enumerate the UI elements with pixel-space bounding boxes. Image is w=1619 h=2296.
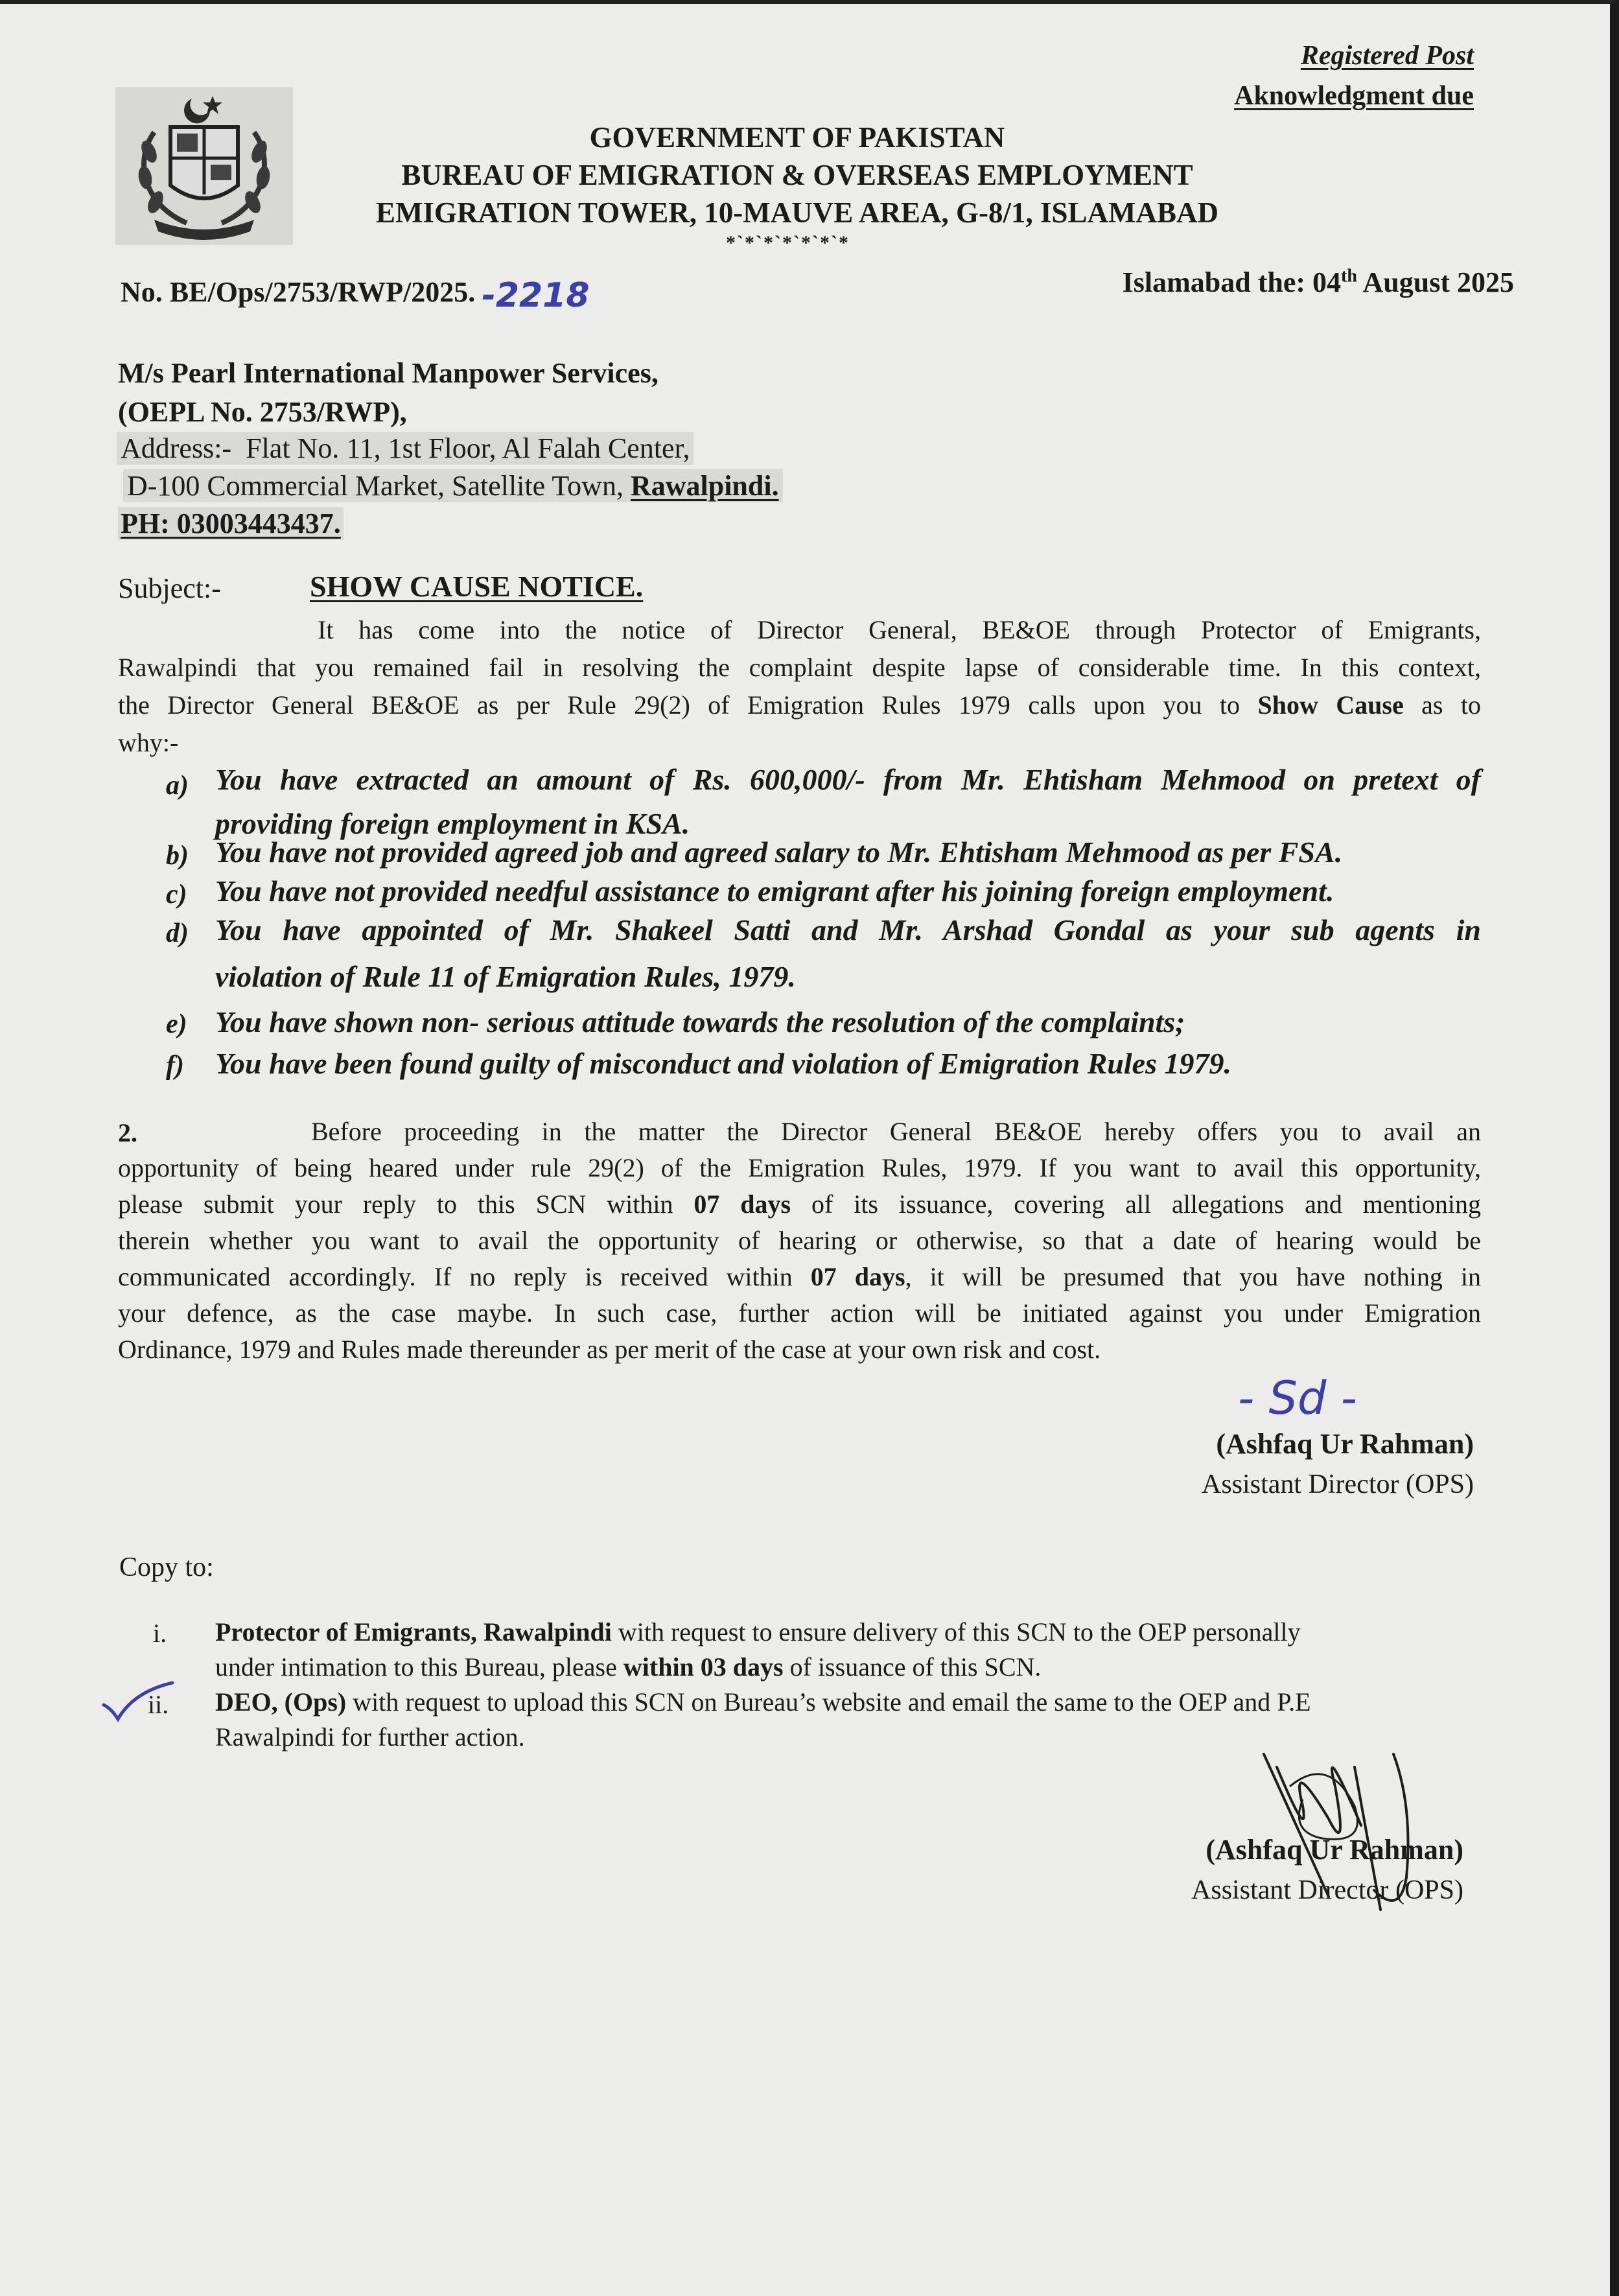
para2-line-5-end: , it will be presumed that you have nothing in [905, 1262, 1482, 1291]
address-line-2 [123, 469, 783, 502]
allegation-e-label: e) [166, 1009, 187, 1039]
allegation-c-label: c) [166, 880, 187, 909]
header-bureau: BUREAU OF EMIGRATION & OVERSEAS EMPLOYMENT [401, 159, 1193, 191]
copy-item-1-recipient: Protector of Emigrants, Rawalpindi [215, 1617, 612, 1646]
copy-item-1-text: with request to ensure delivery of this SCN to the OEP personally [611, 1617, 1301, 1646]
copy-item-2-text: with request to upload this SCN on Bureau’s website and email the same to the OEP and P.E [346, 1687, 1311, 1716]
signatory-designation-2: Assistant Director (OPS) [1191, 1875, 1463, 1905]
handwritten-dispatch-number: -2218 [482, 276, 590, 315]
date-superscript: th [1341, 266, 1357, 287]
para1-line-2: Rawalpindi that you remained fail in resolving the complaint despite lapse of considerable time. In this context, [118, 653, 1481, 682]
signatory-designation: Assistant Director (OPS) [1202, 1470, 1474, 1499]
reference-number-text: No. BE/Ops/2753/RWP/2025. [121, 276, 476, 308]
copy-item-2-recipient: DEO, (Ops) [215, 1687, 347, 1716]
para2-line-2: opportunity of being heared under rule 29(2) of the Emigration Rules, 1979. If you want to avail this opportunity, [118, 1153, 1481, 1182]
header-address: EMIGRATION TOWER, 10-MAUVE AREA, G-8/1, ISLAMABAD [375, 196, 1219, 229]
allegation-a-label: a) [166, 771, 189, 801]
registered-post-label: Registered Post [1300, 41, 1474, 71]
reply-days-text: 07 days [693, 1189, 791, 1219]
copy-item-1-line-1 [215, 1614, 1301, 1650]
copy-item-1-deadline: within 03 days [623, 1652, 784, 1681]
para1-line-1: It has come into the notice of Director General, BE&OE through Protector of Emigrants, [318, 615, 1481, 644]
address-label: Address:- [121, 432, 232, 464]
address-city: Rawalpindi. [630, 470, 779, 502]
show-cause-text: Show Cause [1257, 690, 1404, 720]
copy-item-2-line-1 [215, 1684, 1311, 1720]
address-line-1 [117, 432, 693, 465]
signature-scribble [1251, 1728, 1445, 1923]
copy-to-label: Copy to: [119, 1552, 214, 1582]
para2-line-3-end: of its issuance, covering all allegations and mentioning [791, 1189, 1481, 1219]
para2-line-3-text: please submit your reply to this SCN within [118, 1189, 694, 1219]
header-government: GOVERNMENT OF PAKISTAN [589, 121, 1005, 154]
letter-date [1123, 266, 1514, 299]
copy-item-1-line-2 [215, 1649, 1041, 1685]
addressee-oepl: (OEPL No. 2753/RWP), [118, 396, 407, 428]
copy-item-1-line-2-text: under intimation to this Bureau, please [215, 1652, 623, 1681]
allegation-a-line-1: You have extracted an amount of Rs. 600,000/- from Mr. Ehtisham Mehmood on pretext of [215, 763, 1481, 796]
allegation-f-text: You have been found guilty of misconduct and violation of Emigration Rules 1979. [215, 1047, 1231, 1080]
para1-line-3 [118, 687, 1481, 723]
para1-line-3-end: as to [1403, 690, 1482, 720]
allegation-b-label: b) [166, 841, 189, 871]
address-line-2-text: D-100 Commercial Market, Satellite Town, [127, 470, 631, 502]
copy-item-1-line-2-end: of issuance of this SCN. [783, 1652, 1042, 1681]
allegation-d-line-2: violation of Rule 11 of Emigration Rules, 1979. [215, 960, 796, 993]
subject-label: Subject:- [118, 572, 221, 604]
header-stars: *`*`*`*`*`*`* [726, 232, 850, 253]
allegation-c-text: You have not provided needful assistance to emigrant after his joining foreign employment. [215, 874, 1334, 908]
para2-line-5-text: communicated accordingly. If no reply is received within [118, 1262, 811, 1291]
reference-number [121, 271, 590, 315]
copy-item-2-line-2: Rawalpindi for further action. [215, 1722, 525, 1751]
addressee-phone: PH: 03003443437. [118, 507, 344, 540]
no-reply-days-text: 07 days [810, 1262, 905, 1291]
allegation-b-text: You have not provided agreed job and agreed salary to Mr. Ehtisham Mehmood as per FSA. [215, 836, 1343, 869]
para2-line-3 [118, 1186, 1481, 1223]
address-line-1-text: Flat No. 11, 1st Floor, Al Falah Center, [246, 432, 690, 464]
signatory-name: (Ashfaq Ur Rahman) [1216, 1428, 1474, 1460]
handwritten-sd-mark: - Sd - [1238, 1372, 1357, 1425]
acknowledgment-label: Aknowledgment due [1234, 81, 1474, 111]
copy-item-2-number: ii. [148, 1690, 169, 1719]
subject-title: SHOW CAUSE NOTICE. [310, 570, 644, 603]
para2-line-5 [118, 1259, 1481, 1295]
allegation-f-label: f) [166, 1051, 184, 1081]
para2-line-7: Ordinance, 1979 and Rules made thereunder as per merit of the case at your own risk and cost. [118, 1335, 1101, 1364]
allegation-d-line-1: You have appointed of Mr. Shakeel Satti and Mr. Arshad Gondal as your sub agents in [215, 913, 1481, 946]
addressee-name: M/s Pearl International Manpower Services, [118, 357, 658, 389]
para1-line-4: why:- [118, 728, 179, 757]
date-suffix: August 2025 [1357, 266, 1514, 298]
copy-item-1-number: i. [153, 1619, 167, 1648]
allegation-e-text: You have shown non- serious attitude towards the resolution of the complaints; [215, 1005, 1185, 1038]
date-prefix: Islamabad the: 04 [1122, 266, 1342, 298]
allegation-d-label: d) [166, 919, 189, 948]
para2-line-1: Before proceeding in the matter the Director General BE&OE hereby offers you to avail an [311, 1117, 1481, 1146]
allegation-a-line-2: providing foreign employment in KSA. [215, 807, 690, 840]
para2-line-4: therein whether you want to avail the opportunity of hearing or otherwise, so that a date of hearing would be [118, 1226, 1481, 1255]
para2-line-6: your defence, as the case maybe. In such case, further action will be initiated against you under Emigration [118, 1298, 1481, 1328]
signatory-name-2: (Ashfaq Ur Rahman) [1206, 1834, 1463, 1866]
para2-number: 2. [118, 1118, 137, 1147]
para1-line-3-text: the Director General BE&OE as per Rule 29(2) of Emigration Rules 1979 calls upon you to [118, 690, 1258, 720]
